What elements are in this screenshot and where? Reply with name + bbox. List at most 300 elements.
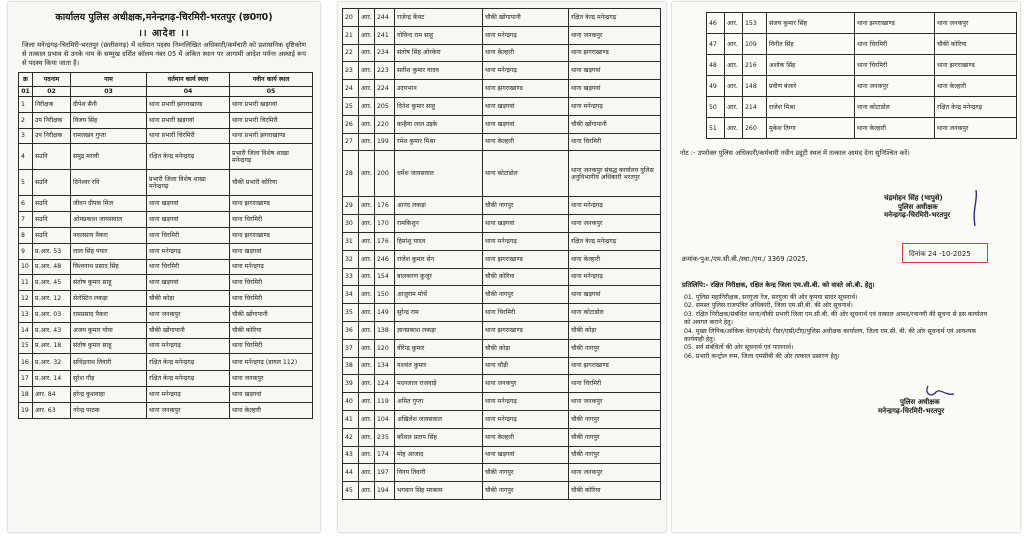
table-row (19, 112, 313, 128)
table-row (343, 482, 661, 500)
table-row (19, 402, 313, 418)
table-cell: थाना जनकपुर (855, 76, 935, 97)
table-cell: रक्षित केन्द्र मनेन्द्रगढ़ (569, 232, 661, 250)
table-cell: चौकी नागपुर (569, 428, 661, 446)
table-cell: सउनि (33, 170, 71, 196)
table-cell: आर. (359, 250, 375, 268)
table-cell: सतीश कुमार यादव (395, 62, 483, 80)
second-signatory-designation: पुलिस अधीक्षक (900, 398, 940, 406)
table-cell: 109 (743, 34, 767, 55)
distribution-item: 04. मुख्य लिपिक/आंकिक वेतन/स्टेनो/ रीडर/एसी/टीए/पुलिस अधीक्षक कार्यालय, जिला एम.सी. बी. की ओर सूचनार्थ एवं आवश्यक कार्यवाही हेतु। (684, 327, 977, 344)
table-cell: 235 (375, 428, 395, 446)
order-reference-number: क्रमांक-पुअ./एम.सी.बी./स्था./एम./ 3369 /2025, (682, 255, 808, 263)
table-cell: 45 (343, 482, 359, 500)
table-cell: 38 (343, 357, 359, 375)
table-cell: सेलेस्टिन लकड़ा (71, 291, 147, 307)
table-cell: आर. (725, 34, 743, 55)
table-cell: 42 (343, 428, 359, 446)
col-number: 04 (147, 87, 230, 97)
table-cell: जीवन दीपक मिंज (71, 196, 147, 212)
table-cell: विनीत सिंह (767, 34, 855, 55)
table-row (19, 144, 313, 170)
order-note: नोट :- उपरोक्त पुलिस अधिकारी/कर्मचारी नवीन ड्यूटी स्थल में तत्काल आमद देना सुनिश्चित करें। (680, 149, 910, 157)
table-cell: 199 (375, 133, 395, 151)
table-cell: 40 (343, 393, 359, 411)
table-row (343, 375, 661, 393)
col-number: 01 (19, 87, 33, 97)
table-cell: थाना जनकपुर (569, 464, 661, 482)
col-header-serial: क्र (19, 73, 33, 87)
table-cell: चौकी नागपुर (569, 410, 661, 428)
table-cell: आर. (359, 268, 375, 286)
table-cell: थाना चिरमिरी (569, 133, 661, 151)
table-cell: संतोष कुमार साहू (71, 338, 147, 354)
order-page-1 (8, 2, 320, 532)
table-cell: समुद्र मरावी (71, 144, 147, 170)
signatory-designation: पुलिस अधीक्षक (898, 202, 938, 211)
table-cell: थाना मनेन्द्रगढ़ (483, 410, 569, 428)
table-row (19, 259, 313, 275)
signatory-block (884, 194, 1004, 220)
table-row (707, 118, 1017, 139)
table-cell: आर. (359, 375, 375, 393)
table-cell: 50 (707, 97, 725, 118)
table-row (343, 268, 661, 286)
table-cell: चौकी कोरिया (569, 482, 661, 500)
table-cell: चौकी नागपुर (483, 286, 569, 304)
table-cell: सउनि (33, 227, 71, 243)
table-cell: 27 (343, 133, 359, 151)
table-row (19, 196, 313, 212)
table-cell: थाना चौड़ी (483, 357, 569, 375)
table-cell: सउनि (33, 144, 71, 170)
table-cell: 205 (375, 97, 395, 115)
table-cell: 26 (343, 115, 359, 133)
table-row (19, 128, 313, 144)
table-cell: चौकी कोड़ा (483, 339, 569, 357)
table-cell: थाना झगराखाण्ड (483, 80, 569, 98)
table-cell: 223 (375, 62, 395, 80)
table-cell: 174 (375, 446, 395, 464)
table-cell: आर. (359, 321, 375, 339)
table-row (343, 9, 661, 27)
table-cell: धर्मेश जायसवाल (395, 151, 483, 197)
table-cell: दिनेश्वर रवि (71, 170, 147, 196)
table-cell: थाना कोटाडोल (483, 151, 569, 197)
table-cell: आर. (725, 55, 743, 76)
table-cell: थाना खड़गवां (569, 80, 661, 98)
table-cell: आर. (359, 410, 375, 428)
table-row (707, 97, 1017, 118)
table-cell: मदनलाल राजवाड़े (395, 375, 483, 393)
table-cell: 34 (343, 286, 359, 304)
table-cell: थाना खड़गवां (147, 212, 230, 228)
table-cell: चौकी खोंगापानी (147, 322, 230, 338)
table-cell: थाना मनेन्द्रगढ़ (483, 26, 569, 44)
distribution-item: 06. प्रभारी कन्ट्रोल रूम, जिला एमसीबी की ओर तत्काल प्रसारण हेतु। (684, 352, 840, 360)
table-cell: 11 (19, 275, 33, 291)
table-cell: चौकी नागपुर (483, 482, 569, 500)
table-cell: प्र.आर. 12 (33, 291, 71, 307)
table-cell: कौशल प्रताप सिंह (395, 428, 483, 446)
table-row (343, 357, 661, 375)
table-cell: 33 (343, 268, 359, 286)
table-row (343, 250, 661, 268)
order-page-3 (672, 2, 1020, 532)
table-cell: चौकी कोरिया (230, 322, 313, 338)
table-cell: चौकी कोरिया (483, 268, 569, 286)
table-cell: निरीक्षक (33, 97, 71, 113)
table-cell: 154 (375, 268, 395, 286)
table-row (19, 227, 313, 243)
table-cell: 9 (19, 243, 33, 259)
table-cell: 148 (743, 76, 767, 97)
table-cell: 153 (743, 13, 767, 34)
table-cell: 216 (743, 55, 767, 76)
table-cell: थाना जनकपुर संबद्ध कार्यालय पुलिस अनुविभागीय अधिकारी भरतपुर (569, 151, 661, 197)
table-cell: अजय कुमार पोया (71, 322, 147, 338)
table-cell: 124 (375, 375, 395, 393)
table-cell: 41 (343, 410, 359, 428)
table-cell: चौकी कोड़ा (569, 321, 661, 339)
table-cell: प्र.आर. 45 (33, 275, 71, 291)
table-cell: 16 (19, 354, 33, 371)
table-cell: प्र.आर. 32 (33, 354, 71, 371)
table-row (343, 304, 661, 322)
table-cell: आर. (359, 393, 375, 411)
table-cell: चौकी कोरिया (935, 34, 1017, 55)
table-cell: राजेश कुमार सेन (395, 250, 483, 268)
table-row (19, 322, 313, 338)
table-cell: प्र.आर. 14 (33, 371, 71, 387)
table-cell: गोविन्द राम साहू (395, 26, 483, 44)
table-cell: थाना प्रभारी झगराखाण्ड (147, 97, 230, 113)
table-cell: प्रवीण बंजारे (767, 76, 855, 97)
table-cell: आर. (359, 232, 375, 250)
table-cell: प्र.आर. 43 (33, 322, 71, 338)
table-row (343, 80, 661, 98)
table-cell: विजय सिंह (71, 112, 147, 128)
table-cell: 246 (375, 250, 395, 268)
table-cell: 170 (375, 215, 395, 233)
table-cell: थाना मनेन्द्रगढ़ (483, 393, 569, 411)
table-cell: 20 (343, 9, 359, 27)
table-cell: 4 (19, 144, 33, 170)
table-cell: थाना चिरमिरी (569, 375, 661, 393)
table-cell: आर. (359, 286, 375, 304)
table-cell: सचिंद्रनाथ तिवारी (71, 354, 147, 371)
table-cell: चौकी कोड़ा (147, 291, 230, 307)
table-row (19, 97, 313, 113)
table-cell: अमित गुप्ता (395, 393, 483, 411)
table-cell: ज्ञानप्रकाश लकड़ा (395, 321, 483, 339)
table-cell: प्रभारी जिला विशेष शाखा मनेन्द्रगढ़ (147, 170, 230, 196)
table-cell: 28 (343, 151, 359, 197)
table-row (343, 286, 661, 304)
table-cell: थाना झगराखाण्ड (935, 55, 1017, 76)
table-cell: दिनेश कुमार साहू (395, 97, 483, 115)
table-cell: चौकी खोंगापानी (230, 306, 313, 322)
table-cell: थाना झगराखाण्ड (483, 250, 569, 268)
table-cell: 6 (19, 196, 33, 212)
table-cell: 12 (19, 291, 33, 307)
table-cell: प्र.आर. 53 (33, 243, 71, 259)
table-cell: 104 (375, 410, 395, 428)
table-row (707, 34, 1017, 55)
table-cell: थाना खड़गवां (147, 196, 230, 212)
table-cell: आर. (359, 26, 375, 44)
table-cell: थाना झगराखाण्ड (230, 196, 313, 212)
table-cell: थाना मनेन्द्रगढ़ (483, 232, 569, 250)
table-cell: रक्षित केन्द्र मनेन्द्रगढ़ (147, 354, 230, 371)
table-colnum-row (19, 87, 313, 97)
table-cell: 134 (375, 357, 395, 375)
table-cell: राजेन्द्र केंवट (395, 9, 483, 27)
table-cell: थाना झगराखाण्ड (569, 44, 661, 62)
table-cell: थाना केल्हारी (230, 402, 313, 418)
table-cell: रामकिशुन (395, 215, 483, 233)
table-cell: थाना केल्हारी (483, 133, 569, 151)
table-cell: थाना झगराखाण्ड (483, 321, 569, 339)
table-cell: 21 (343, 26, 359, 44)
table-row (19, 170, 313, 196)
table-cell: थाना जनकपुर (147, 402, 230, 418)
table-cell: 200 (375, 151, 395, 197)
table-cell: रक्षित केन्द्र मनेन्द्रगढ़ (569, 9, 661, 27)
table-cell: 49 (707, 76, 725, 97)
table-cell: आर. (359, 357, 375, 375)
table-cell: मोह आजाद (395, 446, 483, 464)
copy-to-heading: प्रतिलिपि:- रक्षित निरीक्षक, रक्षित केन्द्र जिला एम.सी.बी. को वास्ते ओ.बी. हेतु। (682, 281, 875, 289)
col-number: 02 (33, 87, 71, 97)
table-cell: 120 (375, 339, 395, 357)
table-cell: थाना प्रभारी खड़गवां (230, 97, 313, 113)
table-cell: 8 (19, 227, 33, 243)
table-cell: सउनि (33, 196, 71, 212)
table-cell: आर. (359, 133, 375, 151)
table-cell: 138 (375, 321, 395, 339)
distribution-item: 02. समस्त पुलिस राजपत्रित अधिकारी, जिला एम.सी.बी. की ओर सूचनार्थ। (684, 302, 853, 310)
table-cell: 234 (375, 44, 395, 62)
table-cell: 241 (375, 26, 395, 44)
table-cell: थाना खड़गवां (147, 275, 230, 291)
order-page-2 (338, 2, 666, 532)
table-row (707, 13, 1017, 34)
table-cell: आर. (359, 215, 375, 233)
table-cell: चौकी खोंगापानी (569, 115, 661, 133)
table-row (343, 410, 661, 428)
table-row (19, 275, 313, 291)
table-cell: नरेन्द्र पाठक (71, 402, 147, 418)
table-row (343, 44, 661, 62)
table-cell: 32 (343, 250, 359, 268)
table-cell: 37 (343, 339, 359, 357)
table-row (343, 215, 661, 233)
table-cell: आर. (359, 339, 375, 357)
col-header-name: नाम (71, 73, 147, 87)
table-cell: थाना मनेन्द्रगढ़ (483, 62, 569, 80)
table-cell: थाना प्रभारी झगराखाण्ड (230, 128, 313, 144)
distribution-item: 05. सर्व संबंधितों की ओर सूचनार्थ एवं पालनार्थ। (684, 344, 794, 352)
table-cell: चौकी नागपुर (483, 464, 569, 482)
table-cell: 176 (375, 197, 395, 215)
transfer-table-2 (342, 8, 661, 500)
table-cell: थाना खड़गवां (230, 243, 313, 259)
table-cell: 29 (343, 197, 359, 215)
table-row (343, 26, 661, 44)
table-cell: प्र.आर. 18 (33, 338, 71, 354)
table-row (19, 291, 313, 307)
table-cell: थाना खड़गवां (569, 286, 661, 304)
col-number: 05 (230, 87, 313, 97)
table-cell: आर. (359, 446, 375, 464)
table-cell: 25 (343, 97, 359, 115)
table-cell: रमेश कुमार मिश्रा (395, 133, 483, 151)
table-cell: भगवान सिंह मरकाम (395, 482, 483, 500)
table-cell: आर. (359, 44, 375, 62)
table-cell: 10 (19, 259, 33, 275)
table-cell: 39 (343, 375, 359, 393)
table-cell: सुरेश गौड़ (71, 371, 147, 387)
table-row (343, 339, 661, 357)
table-cell: थाना चिरमिरी (855, 55, 935, 76)
table-cell: थाना केल्हारी (483, 44, 569, 62)
table-cell: 260 (743, 118, 767, 139)
table-cell: संतोष सिंह ओरकेरा (395, 44, 483, 62)
signatory-office: मनेन्द्रगढ़-चिरमिरी-भरतपुर (884, 211, 951, 220)
table-cell: थाना केल्हारी (935, 76, 1017, 97)
table-cell: सुरेन्द्र राम (395, 304, 483, 322)
table-cell: अखिलेश जायसवाल (395, 410, 483, 428)
table-cell: 47 (707, 34, 725, 55)
table-cell: अशोक सिंह (767, 55, 855, 76)
table-cell: रक्षित केन्द्र मनेन्द्रगढ़ (935, 97, 1017, 118)
table-cell: उप निरीक्षक (33, 128, 71, 144)
table-cell: थाना मनेन्द्रगढ़ (230, 259, 313, 275)
table-cell: वीरेन्द्र कुमार (395, 339, 483, 357)
table-cell: थाना खड़गवां (483, 446, 569, 464)
col-header-current-posting: वर्तमान कार्य स्थल (147, 73, 230, 87)
table-cell: थाना जनकपुर (935, 13, 1017, 34)
table-cell: थाना मनेन्द्रगढ़ (147, 243, 230, 259)
distribution-item: 01. पुलिस महानिरीक्षक, सरगुजा रेंज, सरगुजा की ओर कृपया सादर सूचनार्थ। (684, 294, 858, 301)
table-cell: थाना जनकपुर (147, 306, 230, 322)
table-row (343, 464, 661, 482)
table-cell: थाना मनेन्द्रगढ़ (147, 338, 230, 354)
order-heading: ।। आदेश ।। (138, 28, 190, 39)
table-cell: लाल सिंह पयार (71, 243, 147, 259)
table-cell: आर. (359, 62, 375, 80)
table-row (19, 212, 313, 228)
table-cell: थाना मनेन्द्रगढ़ (569, 268, 661, 286)
table-cell: 5 (19, 170, 33, 196)
table-row (19, 371, 313, 387)
order-date-highlight: दिनांक 24 -10-2025 (902, 243, 988, 263)
col-header-rank: पदनाम (33, 73, 71, 87)
table-cell: 17 (19, 371, 33, 387)
table-cell: थाना खड़गवां (483, 115, 569, 133)
table-row (343, 62, 661, 80)
table-cell: यशवंत कुमार (395, 357, 483, 375)
col-header-new-posting: नवीन कार्य स्थल (230, 73, 313, 87)
table-cell: आर. (725, 97, 743, 118)
table-cell: थाना केल्हारी (483, 428, 569, 446)
table-cell: संतोष कुमार साहू (71, 275, 147, 291)
table-cell: 2 (19, 112, 33, 128)
col-number: 03 (71, 87, 147, 97)
table-cell: आर. (359, 80, 375, 98)
table-row (19, 243, 313, 259)
table-cell: सउनि (33, 212, 71, 228)
table-cell: 197 (375, 464, 395, 482)
table-row (707, 55, 1017, 76)
table-cell: थाना जनकपुर (230, 371, 313, 387)
table-cell: थाना चिरमिरी (230, 275, 313, 291)
table-cell: आर. (725, 76, 743, 97)
transfer-table-3 (706, 12, 1017, 139)
table-cell: थाना केल्हारी (569, 250, 661, 268)
table-cell: उप निरीक्षक (33, 112, 71, 128)
table-cell: 31 (343, 232, 359, 250)
table-cell: 35 (343, 304, 359, 322)
table-cell: 194 (375, 482, 395, 500)
table-row (19, 387, 313, 403)
table-cell: 43 (343, 446, 359, 464)
table-cell: आर. (359, 197, 375, 215)
second-signatory-block (878, 398, 1008, 415)
table-cell: 23 (343, 62, 359, 80)
table-row (343, 115, 661, 133)
table-cell: थाना झगराखाण्ड (855, 13, 935, 34)
table-cell: रामप्रसाद पैकरा (71, 306, 147, 322)
table-row (19, 338, 313, 354)
table-cell: थाना जनकपुर (569, 393, 661, 411)
table-cell: थाना खड़गवां (569, 62, 661, 80)
table-cell: थाना चिरमिरी (147, 227, 230, 243)
table-cell: थाना प्रभारी खड़गवां (147, 112, 230, 128)
table-cell: 44 (343, 464, 359, 482)
second-signatory-office: मनेन्द्रगढ़-चिरमिरी-भरतपुर (878, 406, 945, 415)
table-cell: 51 (707, 118, 725, 139)
table-cell: ओमप्रकाश जायसवाल (71, 212, 147, 228)
table-cell: थाना झगराखाण्ड (230, 227, 313, 243)
table-cell: थाना जनकपुर (569, 215, 661, 233)
table-row (19, 306, 313, 322)
table-cell: थाना चिरमिरी (855, 34, 935, 55)
table-row (343, 197, 661, 215)
table-cell: 19 (19, 402, 33, 418)
table-cell: 220 (375, 115, 395, 133)
table-cell: 30 (343, 215, 359, 233)
table-cell: 119 (375, 393, 395, 411)
table-cell: राजेश मिश्रा (767, 97, 855, 118)
table-header-row (19, 73, 313, 87)
table-cell: आर. 63 (33, 402, 71, 418)
table-cell: बालकरण कुजूर (395, 268, 483, 286)
table-cell: आर. (359, 115, 375, 133)
table-cell: विश्वनाथ प्रसाद सिंह (71, 259, 147, 275)
table-cell: मुकेश तिग्गा (767, 118, 855, 139)
table-cell: संजय कुमार सिंह (767, 13, 855, 34)
office-title: कार्यालय पुलिस अधीक्षक,मनेन्द्रगढ़-चिरमिरी-भरतपुर (छ0ग0) (55, 12, 273, 23)
table-cell: प्र.आर. 03 (33, 306, 71, 322)
table-cell: थाना जनकपुर (483, 375, 569, 393)
table-row (343, 446, 661, 464)
table-cell: आर. (359, 428, 375, 446)
table-cell: 224 (375, 80, 395, 98)
table-cell: थाना जनकपुर (569, 26, 661, 44)
table-cell: चौकी नागपुर (483, 197, 569, 215)
